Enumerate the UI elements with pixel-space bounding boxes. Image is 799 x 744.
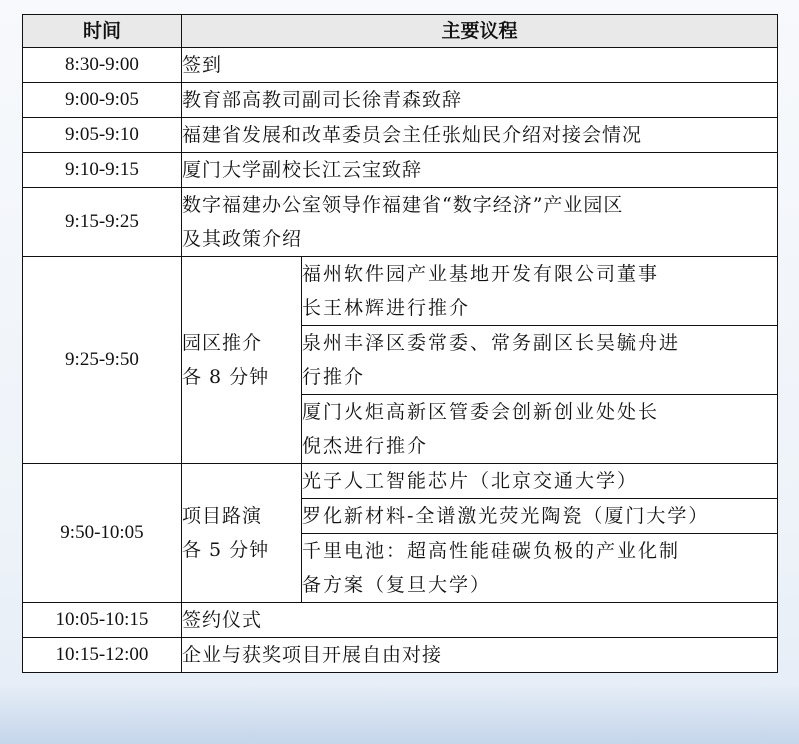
agenda-item — [182, 188, 778, 257]
time-cell: 8:30-9:00 — [23, 48, 182, 83]
category-cell — [182, 257, 302, 464]
table-row — [23, 464, 778, 499]
time-cell: 9:50-10:05 — [23, 464, 182, 603]
sub-item-line: 千里电池：超高性能硅碳负极的产业化制 — [302, 540, 681, 562]
table-row — [23, 188, 778, 257]
table-row — [23, 153, 778, 188]
background-wave — [0, 684, 799, 744]
agenda-item: 签约仪式 — [182, 603, 778, 638]
agenda-item: 签到 — [182, 48, 778, 83]
sub-item-line: 倪杰进行推介 — [302, 435, 429, 457]
sub-item-line: 罗化新材料-全谱激光荧光陶瓷（厦门大学） — [302, 505, 710, 527]
category-cell — [182, 464, 302, 603]
table-row — [23, 603, 778, 638]
sub-item-line: 泉州丰泽区委常委、常务副区长吴毓舟进 — [302, 332, 681, 354]
agenda-item: 福建省发展和改革委员会主任张灿民介绍对接会情况 — [182, 118, 778, 153]
time-cell: 10:05-10:15 — [23, 603, 182, 638]
time-cell: 9:00-9:05 — [23, 83, 182, 118]
table-row — [23, 83, 778, 118]
sub-item — [302, 326, 778, 395]
agenda-table — [22, 14, 778, 673]
sub-item — [302, 499, 778, 534]
category-line: 各 5 分钟 — [182, 539, 270, 561]
table-row — [23, 118, 778, 153]
agenda-item-line: 及其政策介绍 — [182, 228, 303, 250]
sub-item-line: 福州软件园产业基地开发有限公司董事 — [302, 263, 660, 285]
table-row — [23, 638, 778, 673]
sub-item-line: 长王林辉进行推介 — [302, 297, 471, 319]
header-row — [23, 15, 778, 48]
agenda-item-line: 数字福建办公室领导作福建省“数字经济”产业园区 — [182, 194, 624, 216]
sub-item — [302, 395, 778, 464]
time-cell: 9:15-9:25 — [23, 188, 182, 257]
agenda-item: 厦门大学副校长江云宝致辞 — [182, 153, 778, 188]
header-agenda: 主要议程 — [182, 15, 778, 48]
sub-item — [302, 257, 778, 326]
sub-item-line: 光子人工智能芯片（北京交通大学） — [302, 470, 639, 492]
table-row — [23, 257, 778, 326]
time-cell: 10:15-12:00 — [23, 638, 182, 673]
time-cell: 9:10-9:15 — [23, 153, 182, 188]
sub-item-line: 厦门火炬高新区管委会创新创业处处长 — [302, 401, 660, 423]
agenda-item: 教育部高教司副司长徐青森致辞 — [182, 83, 778, 118]
table-row — [23, 48, 778, 83]
sub-item — [302, 534, 778, 603]
header-time: 时间 — [23, 15, 182, 48]
category-line: 项目路演 — [182, 505, 263, 527]
sub-item-line: 备方案（复旦大学） — [302, 574, 492, 596]
sub-item — [302, 464, 778, 499]
time-cell: 9:25-9:50 — [23, 257, 182, 464]
agenda-item: 企业与获奖项目开展自由对接 — [182, 638, 778, 673]
sub-item-line: 行推介 — [302, 366, 366, 388]
category-line: 各 8 分钟 — [182, 366, 270, 388]
time-cell: 9:05-9:10 — [23, 118, 182, 153]
category-line: 园区推介 — [182, 332, 263, 354]
